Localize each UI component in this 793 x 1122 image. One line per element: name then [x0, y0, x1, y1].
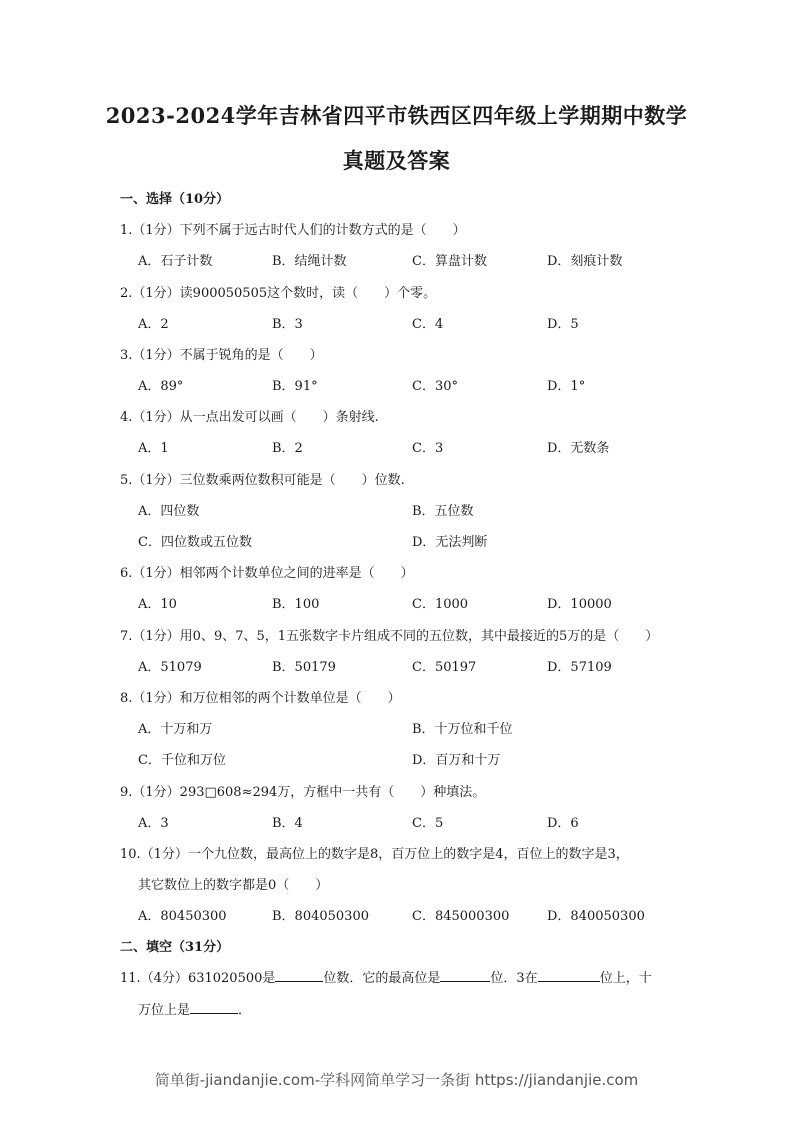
question-1-option-c: C．算盘计数: [412, 254, 487, 269]
question-11: [120, 967, 652, 986]
question-5: 5.（1分）三位数乘两位数积可能是（ ）位数.: [120, 473, 405, 488]
question-7-option-b: B．50179: [272, 660, 336, 675]
question-11-part-2: 位数．它的最高位是: [323, 971, 441, 986]
question-4: 4.（1分）从一点出发可以画（ ）条射线.: [120, 410, 379, 425]
question-2-option-d: D．5: [547, 317, 579, 332]
question-11-part-1: 11.（4分）631020500是: [120, 971, 276, 986]
answer-blank-3[interactable]: [538, 967, 600, 982]
question-9-option-a: A．3: [138, 816, 169, 831]
question-7-option-a: A．51079: [138, 660, 202, 675]
answer-blank-4[interactable]: [190, 999, 238, 1014]
question-2-option-a: A．2: [138, 317, 169, 332]
question-10-option-b: B．804050300: [272, 909, 369, 924]
question-8-option-d: D．百万和十万: [412, 753, 501, 768]
question-3: 3.（1分）不属于锐角的是（ ）: [120, 348, 323, 363]
question-2-option-c: C．4: [412, 317, 444, 332]
question-1-option-a: A．石子计数: [138, 254, 213, 269]
section-heading-fill-in: 二、填空（31分）: [120, 940, 230, 955]
question-4-option-b: B．2: [272, 441, 303, 456]
question-6: 6.（1分）相邻两个计数单位之间的进率是（ ）: [120, 566, 414, 581]
answer-blank-2[interactable]: [440, 967, 490, 982]
question-7-option-c: C．50197: [412, 660, 477, 675]
question-3-option-d: D．1°: [547, 379, 586, 394]
question-3-option-a: A．89°: [138, 379, 184, 394]
question-5-option-a: A．四位数: [138, 504, 200, 519]
question-7: 7.（1分）用0、9、7、5，1五张数字卡片组成不同的五位数，其中最接近的5万的是（ ）: [120, 629, 659, 644]
question-6-option-d: D．10000: [547, 597, 612, 612]
question-10-option-a: A．80450300: [138, 909, 227, 924]
question-3-option-b: B．91°: [272, 379, 318, 394]
question-11-cont-part-2: ．: [238, 1003, 252, 1018]
document-title-line1: 2023-2024学年吉林省四平市铁西区四年级上学期期中数学: [105, 103, 688, 128]
question-5-option-c: C．四位数或五位数: [138, 535, 252, 550]
question-9: 9.（1分）293□608≈294万，方框中一共有（ ）种填法。: [120, 785, 486, 800]
question-6-option-a: A．10: [138, 597, 177, 612]
question-11-continued: [138, 999, 251, 1018]
question-11-cont-part-1: 万位上是: [138, 1003, 191, 1018]
answer-blank-1[interactable]: [275, 967, 323, 982]
question-4-option-a: A．1: [138, 441, 169, 456]
question-8-option-b: B．十万位和千位: [412, 722, 513, 737]
question-5-option-b: B．五位数: [412, 504, 474, 519]
question-11-part-4: 位上，十: [599, 971, 652, 986]
question-11-part-3: 位．3在: [490, 971, 538, 986]
question-2: 2.（1分）读900050505这个数时，读（ ）个零。: [120, 286, 437, 301]
question-10-option-c: C．845000300: [412, 909, 510, 924]
footer-watermark: 简单街-jiandanjie.com-学科网简单学习一条街 https://jiandanjie.com: [154, 1071, 639, 1089]
section-heading-choice: 一、选择（10分）: [120, 192, 230, 207]
question-10-continued: 其它数位上的数字都是0（ ）: [138, 878, 329, 893]
question-9-option-d: D．6: [547, 816, 579, 831]
question-10: 10.（1分）一个九位数，最高位上的数字是8，百万位上的数字是4，百位上的数字是3，: [120, 847, 629, 862]
question-7-option-d: D．57109: [547, 660, 612, 675]
question-8: 8.（1分）和万位相邻的两个计数单位是（ ）: [120, 691, 401, 706]
question-9-option-b: B．4: [272, 816, 303, 831]
question-10-option-d: D．840050300: [547, 909, 645, 924]
question-4-option-c: C．3: [412, 441, 444, 456]
question-8-option-a: A．十万和万: [138, 722, 213, 737]
question-1-option-d: D．刻痕计数: [547, 254, 623, 269]
document-title-line2: 真题及答案: [342, 148, 451, 173]
question-5-option-d: D．无法判断: [412, 535, 488, 550]
question-4-option-d: D．无数条: [547, 441, 610, 456]
question-2-option-b: B．3: [272, 317, 303, 332]
question-3-option-c: C．30°: [412, 379, 458, 394]
question-1: 1.（1分）下列不属于远古时代人们的计数方式的是（ ）: [120, 223, 466, 238]
question-1-option-b: B．结绳计数: [272, 254, 347, 269]
question-6-option-c: C．1000: [412, 597, 469, 612]
question-8-option-c: C．千位和万位: [138, 753, 226, 768]
question-6-option-b: B．100: [272, 597, 320, 612]
question-9-option-c: C．5: [412, 816, 444, 831]
